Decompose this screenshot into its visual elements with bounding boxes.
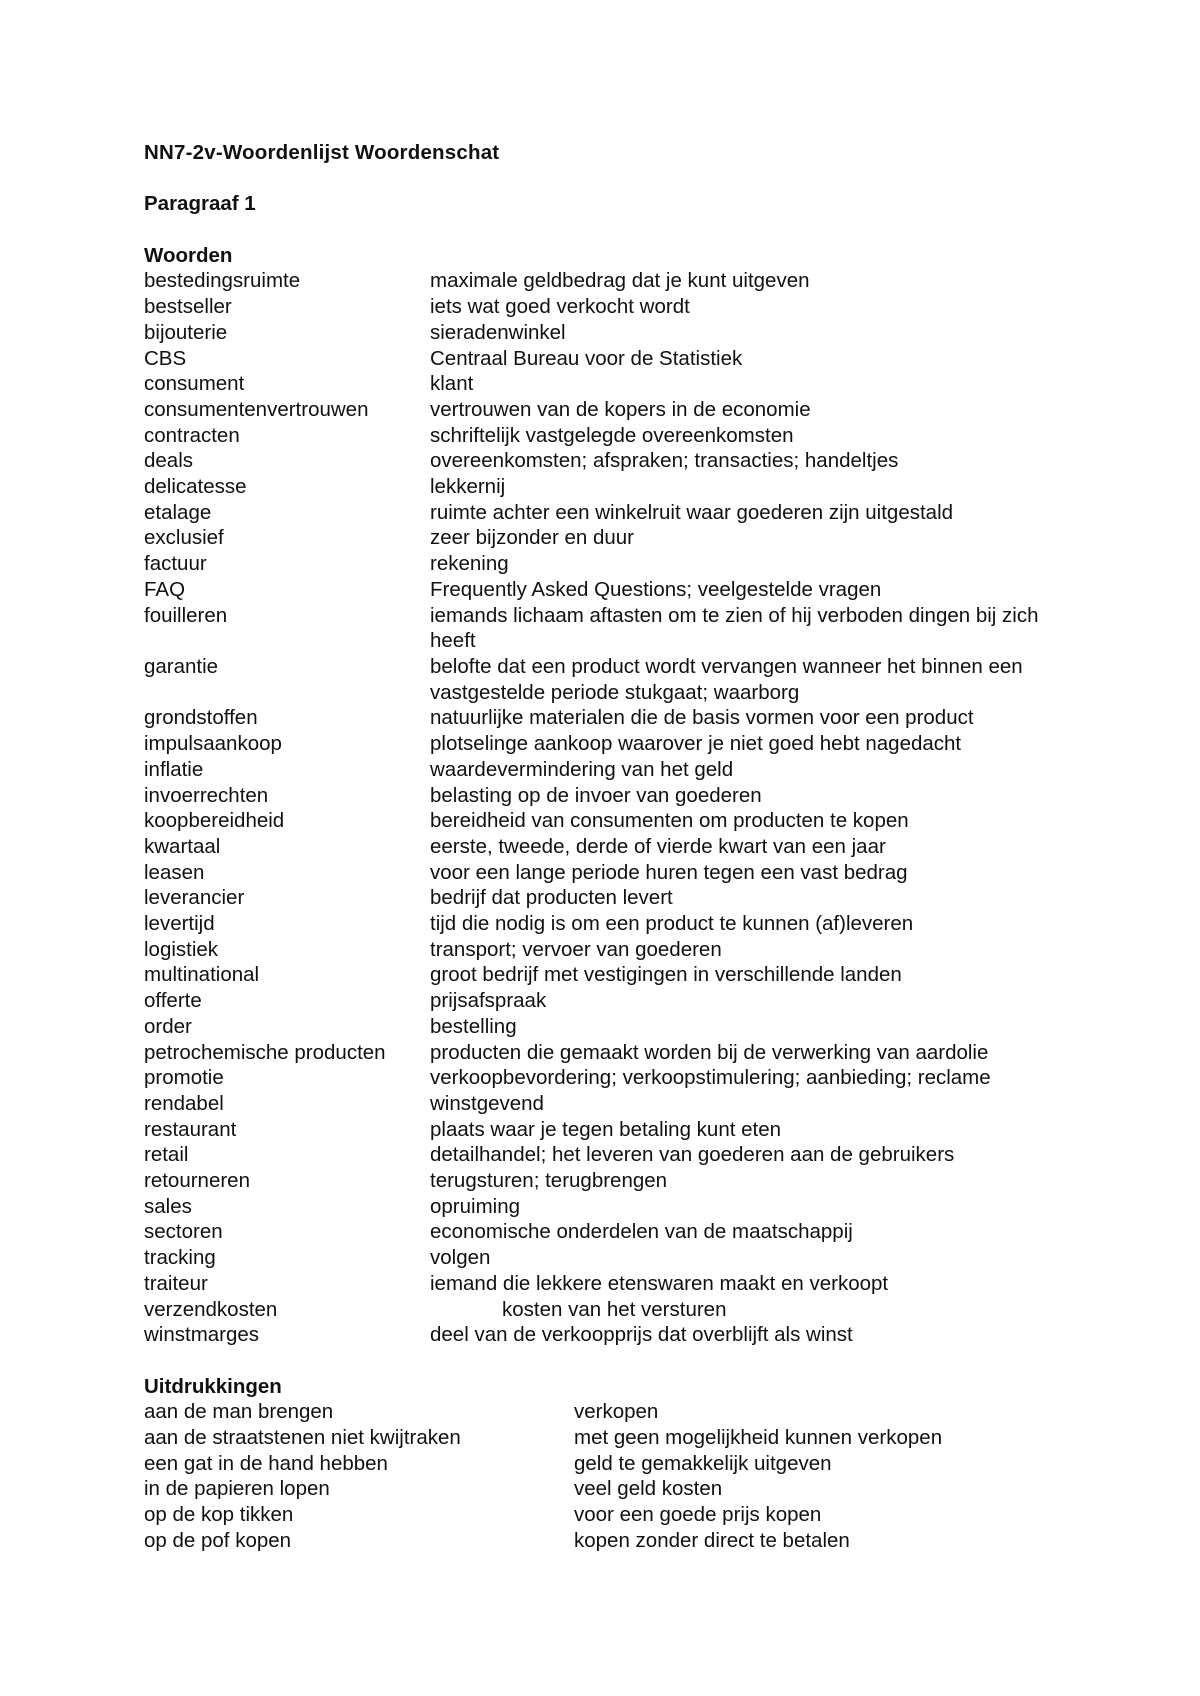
word-row xyxy=(144,423,1064,449)
word-definition: prijsafspraak xyxy=(430,989,547,1013)
word-row xyxy=(144,834,1064,860)
word-term: levertijd xyxy=(144,912,215,936)
expression-row xyxy=(144,1502,1064,1528)
word-row xyxy=(144,1065,1064,1091)
word-row xyxy=(144,1142,1064,1168)
word-definition: terugsturen; terugbrengen xyxy=(430,1169,668,1193)
word-row xyxy=(144,1322,1064,1348)
expression-term: aan de straatstenen niet kwijtraken xyxy=(144,1426,461,1450)
word-definition: kosten van het versturen xyxy=(502,1297,727,1321)
word-definition: rekening xyxy=(430,552,509,576)
word-row xyxy=(144,1117,1064,1143)
word-term: invoerrechten xyxy=(144,783,269,807)
word-row xyxy=(144,1219,1064,1245)
word-definition: producten die gemaakt worden bij de verwerking van aardolie xyxy=(430,1040,989,1064)
word-row xyxy=(144,808,1064,834)
expression-definition: met geen mogelijkheid kunnen verkopen xyxy=(574,1426,943,1450)
word-definition: vertrouwen van de kopers in de economie xyxy=(430,397,811,421)
word-definition: plotselinge aankoop waarover je niet goed hebt nagedacht xyxy=(430,732,962,756)
word-term: koopbereidheid xyxy=(144,809,285,833)
word-row xyxy=(144,268,1064,294)
word-term: offerte xyxy=(144,989,202,1013)
word-row xyxy=(144,988,1064,1014)
word-row xyxy=(144,860,1064,886)
word-row xyxy=(144,654,1064,705)
word-row xyxy=(144,371,1064,397)
word-term: garantie xyxy=(144,654,219,678)
expression-row xyxy=(144,1528,1064,1554)
word-definition: bestelling xyxy=(430,1014,517,1038)
word-definition: economische onderdelen van de maatschappij xyxy=(430,1220,853,1244)
expression-definition: veel geld kosten xyxy=(574,1477,723,1501)
word-definition: volgen xyxy=(430,1246,491,1270)
word-row xyxy=(144,294,1064,320)
word-term: sales xyxy=(144,1194,192,1218)
word-definition: klant xyxy=(430,372,474,396)
word-term: petrochemische producten xyxy=(144,1040,386,1064)
word-term: logistiek xyxy=(144,937,219,961)
word-term: inflatie xyxy=(144,757,204,781)
word-definition: overeenkomsten; afspraken; transacties; handeltjes xyxy=(430,449,899,473)
word-term: impulsaankoop xyxy=(144,732,282,756)
word-definition: ruimte achter een winkelruit waar goederen zijn uitgestald xyxy=(430,500,954,524)
word-term: sectoren xyxy=(144,1220,223,1244)
word-row xyxy=(144,603,1064,654)
word-row xyxy=(144,705,1064,731)
word-definition: bedrijf dat producten levert xyxy=(430,886,673,910)
section-heading: Paragraaf 1 xyxy=(144,192,256,216)
word-term: leverancier xyxy=(144,886,245,910)
word-row xyxy=(144,911,1064,937)
expression-list xyxy=(144,1399,1064,1553)
word-definition: belofte dat een product wordt vervangen wanneer het binnen een vastgestelde periode stukgaat; waarborg xyxy=(430,654,1023,704)
expression-row xyxy=(144,1476,1064,1502)
word-list xyxy=(144,268,1064,1348)
word-definition: Frequently Asked Questions; veelgestelde vragen xyxy=(430,577,882,601)
word-row xyxy=(144,885,1064,911)
document-title: NN7-2v-Woordenlijst Woordenschat xyxy=(144,141,500,164)
word-term: retourneren xyxy=(144,1169,250,1193)
word-definition: iets wat goed verkocht wordt xyxy=(430,295,690,319)
word-definition: schriftelijk vastgelegde overeenkomsten xyxy=(430,423,794,447)
expression-row xyxy=(144,1399,1064,1425)
word-row xyxy=(144,783,1064,809)
word-term: rendabel xyxy=(144,1091,224,1115)
word-row xyxy=(144,500,1064,526)
words-heading: Woorden xyxy=(144,243,233,267)
word-term: delicatesse xyxy=(144,475,247,499)
word-term: factuur xyxy=(144,552,207,576)
expression-term: in de papieren lopen xyxy=(144,1477,330,1501)
word-term: FAQ xyxy=(144,577,186,601)
expression-definition: voor een goede prijs kopen xyxy=(574,1503,822,1527)
word-term: consument xyxy=(144,372,245,396)
word-row xyxy=(144,757,1064,783)
word-definition: iemands lichaam aftasten om te zien of hij verboden dingen bij zich heeft xyxy=(430,603,1039,653)
word-row xyxy=(144,1271,1064,1297)
word-term: multinational xyxy=(144,963,260,987)
word-term: etalage xyxy=(144,500,212,524)
word-term: fouilleren xyxy=(144,603,228,627)
expression-term: op de pof kopen xyxy=(144,1528,292,1552)
word-row xyxy=(144,731,1064,757)
word-term: order xyxy=(144,1014,192,1038)
word-definition: winstgevend xyxy=(430,1091,544,1115)
expression-definition: geld te gemakkelijk uitgeven xyxy=(574,1451,832,1475)
expression-definition: kopen zonder direct te betalen xyxy=(574,1528,850,1552)
expression-row xyxy=(144,1425,1064,1451)
word-row xyxy=(144,1168,1064,1194)
word-term: grondstoffen xyxy=(144,706,258,730)
word-row xyxy=(144,551,1064,577)
word-definition: natuurlijke materialen die de basis vormen voor een product xyxy=(430,706,974,730)
word-term: bestedingsruimte xyxy=(144,269,301,293)
word-row xyxy=(144,1091,1064,1117)
word-definition: transport; vervoer van goederen xyxy=(430,937,722,961)
word-term: restaurant xyxy=(144,1117,237,1141)
word-definition: plaats waar je tegen betaling kunt eten xyxy=(430,1117,782,1141)
word-row xyxy=(144,937,1064,963)
word-row xyxy=(144,962,1064,988)
word-term: winstmarges xyxy=(144,1323,260,1347)
word-term: verzendkosten xyxy=(144,1297,278,1321)
word-definition: tijd die nodig is om een product te kunnen (af)leveren xyxy=(430,912,914,936)
word-term: CBS xyxy=(144,346,187,370)
word-definition: waardevermindering van het geld xyxy=(430,757,734,781)
word-definition: maximale geldbedrag dat je kunt uitgeven xyxy=(430,269,810,293)
document-page xyxy=(144,140,1064,1554)
word-definition: eerste, tweede, derde of vierde kwart van een jaar xyxy=(430,834,886,858)
word-definition: groot bedrijf met vestigingen in verschillende landen xyxy=(430,963,902,987)
expression-term: een gat in de hand hebben xyxy=(144,1451,388,1475)
word-row xyxy=(144,1245,1064,1271)
word-definition: Centraal Bureau voor de Statistiek xyxy=(430,346,743,370)
word-row xyxy=(144,1040,1064,1066)
word-definition: detailhandel; het leveren van goederen aan de gebruikers xyxy=(430,1143,955,1167)
word-row xyxy=(144,320,1064,346)
word-definition: lekkernij xyxy=(430,475,506,499)
word-term: promotie xyxy=(144,1066,224,1090)
word-term: contracten xyxy=(144,423,240,447)
word-definition: opruiming xyxy=(430,1194,521,1218)
expressions-heading: Uitdrukkingen xyxy=(144,1374,282,1398)
word-definition: zeer bijzonder en duur xyxy=(430,526,634,550)
word-row xyxy=(144,397,1064,423)
word-definition: iemand die lekkere etenswaren maakt en verkoopt xyxy=(430,1271,889,1295)
word-term: exclusief xyxy=(144,526,224,550)
word-term: deals xyxy=(144,449,194,473)
word-term: tracking xyxy=(144,1246,216,1270)
word-row xyxy=(144,577,1064,603)
word-row xyxy=(144,525,1064,551)
word-row xyxy=(144,1194,1064,1220)
word-term: traiteur xyxy=(144,1271,208,1295)
word-definition: voor een lange periode huren tegen een vast bedrag xyxy=(430,860,908,884)
word-term: bestseller xyxy=(144,295,232,319)
word-term: leasen xyxy=(144,860,205,884)
word-term: consumentenvertrouwen xyxy=(144,397,369,421)
expression-definition: verkopen xyxy=(574,1400,659,1424)
word-row xyxy=(144,448,1064,474)
expression-term: op de kop tikken xyxy=(144,1503,294,1527)
word-definition: belasting op de invoer van goederen xyxy=(430,783,762,807)
expression-row xyxy=(144,1451,1064,1477)
word-definition: sieradenwinkel xyxy=(430,320,566,344)
word-definition: bereidheid van consumenten om producten te kopen xyxy=(430,809,909,833)
word-term: retail xyxy=(144,1143,189,1167)
word-term: bijouterie xyxy=(144,320,228,344)
word-row xyxy=(144,346,1064,372)
word-row xyxy=(144,474,1064,500)
word-row xyxy=(144,1297,1064,1323)
word-definition: deel van de verkoopprijs dat overblijft als winst xyxy=(430,1323,853,1347)
spacer xyxy=(144,1348,1064,1374)
expression-term: aan de man brengen xyxy=(144,1400,334,1424)
word-term: kwartaal xyxy=(144,834,221,858)
word-definition: verkoopbevordering; verkoopstimulering; aanbieding; reclame xyxy=(430,1066,991,1090)
word-row xyxy=(144,1014,1064,1040)
